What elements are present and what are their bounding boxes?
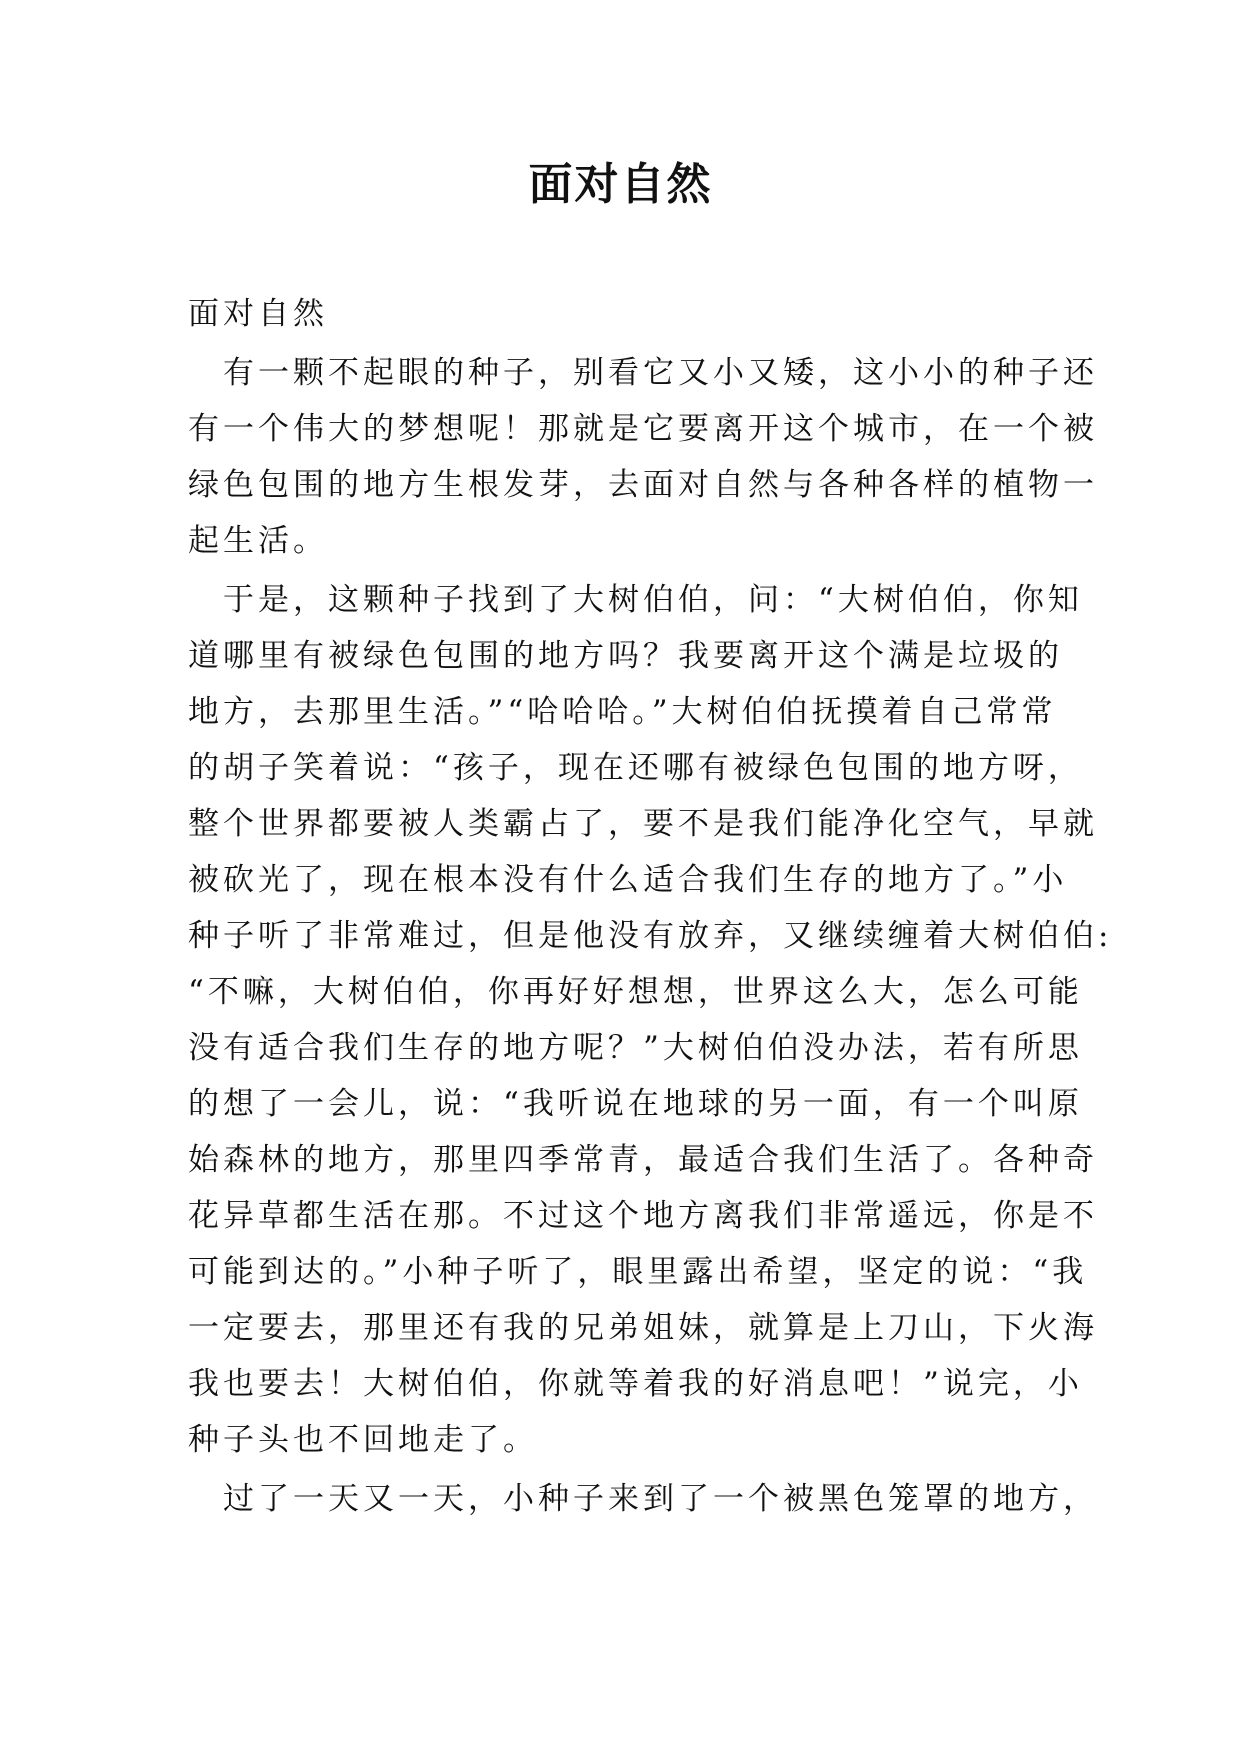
- text-line: 道哪里有被绿色包围的地方吗？我要离开这个满是垃圾的: [188, 638, 1063, 674]
- text-line: 过了一天又一天，小种子来到了一个被黑色笼罩的地方，: [188, 1481, 1098, 1517]
- text-line: 绿色包围的地方生根发芽，去面对自然与各种各样的植物一: [188, 467, 1098, 503]
- text-line: 于是，这颗种子找到了大树伯伯，问：“大树伯伯，你知: [188, 582, 1083, 618]
- text-line: 可能到达的。”小种子听了，眼里露出希望，坚定的说：“我: [188, 1254, 1088, 1290]
- text-line: 的胡子笑着说：“孩子，现在还哪有被绿色包围的地方呀，: [188, 750, 1083, 786]
- text-line: 一定要去，那里还有我的兄弟姐妹，就算是上刀山，下火海: [188, 1310, 1098, 1346]
- text-line: 我也要去！大树伯伯，你就等着我的好消息吧！”说完，小: [188, 1366, 1083, 1402]
- text-line: 没有适合我们生存的地方呢？”大树伯伯没办法，若有所思: [188, 1030, 1083, 1066]
- text-line: 整个世界都要被人类霸占了，要不是我们能净化空气，早就: [188, 806, 1098, 842]
- paragraph-1: [188, 345, 1098, 569]
- text-line: 有一个伟大的梦想呢！那就是它要离开这个城市，在一个被: [188, 411, 1098, 447]
- text-line: “不嘛，大树伯伯，你再好好想想，世界这么大，怎么可能: [188, 974, 1083, 1010]
- text-line: 有一颗不起眼的种子，别看它又小又矮，这小小的种子还: [188, 355, 1098, 391]
- text-line: 种子头也不回地走了。: [188, 1422, 538, 1458]
- section-heading: 面对自然: [188, 296, 328, 332]
- text-line: 始森林的地方，那里四季常青，最适合我们生活了。各种奇: [188, 1142, 1098, 1178]
- text-line: 花异草都生活在那。不过这个地方离我们非常遥远，你是不: [188, 1198, 1098, 1234]
- paragraph-3: [188, 1471, 1098, 1527]
- text-line: 地方，去那里生活。”“哈哈哈。”大树伯伯抚摸着自己常常: [188, 694, 1057, 730]
- paragraph-2: [188, 572, 1113, 1468]
- text-line: 被砍光了，现在根本没有什么适合我们生存的地方了。”小: [188, 862, 1068, 898]
- text-line: 的想了一会儿，说：“我听说在地球的另一面，有一个叫原: [188, 1086, 1083, 1122]
- text-line: 种子听了非常难过，但是他没有放弃，又继续缠着大树伯伯:: [188, 918, 1113, 954]
- text-line: 起生活。: [188, 523, 328, 559]
- document-body: [188, 286, 1113, 1527]
- document-title: 面对自然: [528, 159, 713, 210]
